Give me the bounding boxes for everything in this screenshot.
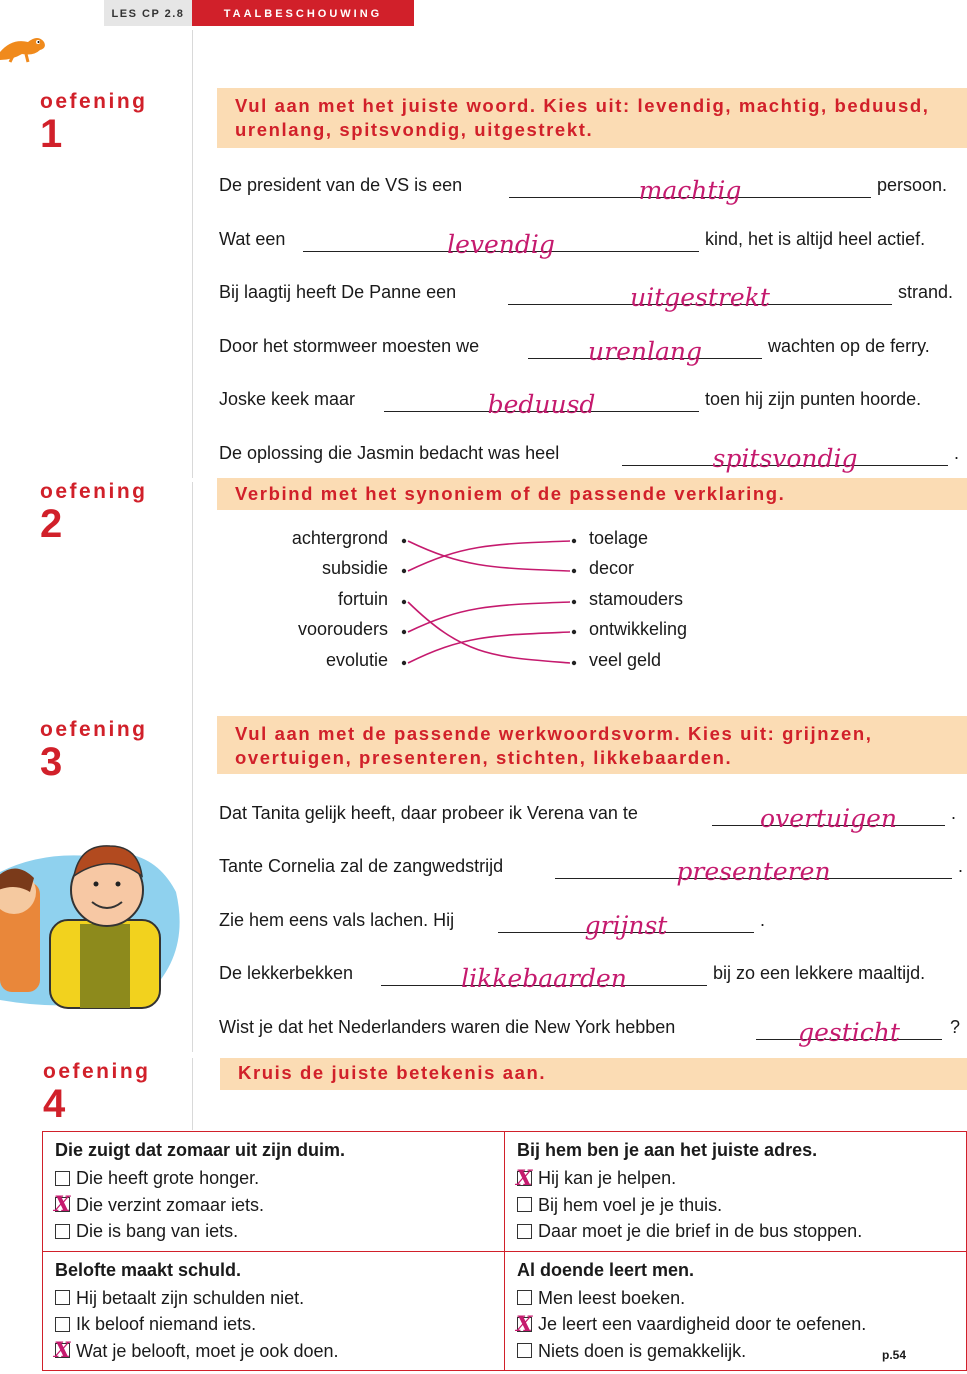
- checked-checkbox[interactable]: [55, 1197, 70, 1212]
- answer-blank[interactable]: [712, 799, 945, 833]
- instruction-box: Vul aan met het juiste woord. Kies uit: levendig, machtig, beduusd, urenlang, spitsvondig, uitgestrekt.: [217, 88, 967, 148]
- sentence-end: strand.: [898, 282, 954, 302]
- sentence-end: ?: [950, 1017, 961, 1037]
- sentence-start: De lekkerbekken: [219, 963, 354, 983]
- answer-option: [55, 1338, 492, 1365]
- answer-option: [517, 1218, 954, 1245]
- answer-blank[interactable]: [555, 852, 952, 886]
- handwritten-answer: grijnst: [584, 911, 668, 940]
- match-line: [408, 602, 570, 632]
- sentence-start: Tante Cornelia zal de zangwedstrijd: [219, 856, 504, 876]
- column-divider: [192, 1058, 193, 1130]
- exercise-number: 4: [43, 1082, 66, 1126]
- handwritten-answer: uitgestrekt: [630, 283, 770, 312]
- exercise-label: oefening: [43, 1060, 151, 1083]
- match-line: [408, 632, 570, 663]
- instruction-box: Verbind met het synoniem of de passende verklaring.: [217, 478, 967, 510]
- match-dot[interactable]: [402, 569, 406, 573]
- question-title: Bij hem ben je aan het juiste adres.: [517, 1140, 818, 1160]
- answer-option: [55, 1285, 492, 1312]
- page-number: p.54: [882, 1348, 907, 1362]
- option-label: Hij kan je helpen.: [538, 1168, 677, 1188]
- checked-checkbox[interactable]: [517, 1171, 532, 1186]
- match-right-term: decor: [589, 558, 635, 578]
- option-label: Die is bang van iets.: [76, 1221, 239, 1241]
- exercise-number: 2: [40, 502, 63, 546]
- sentence-start: Joske keek maar: [219, 389, 356, 409]
- answer-blank[interactable]: [756, 1013, 942, 1047]
- answer-option: [55, 1311, 492, 1338]
- answer-option: [517, 1311, 954, 1338]
- sentence-start: Dat Tanita gelijk heeft, daar probeer ik Verena van te: [219, 803, 638, 823]
- answer-blank[interactable]: [381, 959, 707, 993]
- sentence-start: Wist je dat het Nederlanders waren die New York hebben: [219, 1017, 676, 1037]
- match-dot[interactable]: [572, 539, 576, 543]
- exercise-label: oefening: [40, 480, 148, 503]
- match-right-term: veel geld: [589, 650, 662, 670]
- question-title: Belofte maakt schuld.: [55, 1259, 242, 1280]
- option-label: Ik beloof niemand iets.: [76, 1314, 257, 1334]
- checked-checkbox[interactable]: [55, 1343, 70, 1358]
- checkbox[interactable]: [517, 1197, 532, 1212]
- handwritten-answer: likkebaarden: [461, 964, 627, 993]
- children-illustration: [0, 832, 185, 1012]
- exercise-number: 3: [40, 740, 63, 784]
- match-dot[interactable]: [572, 600, 576, 604]
- question-title: Al doende leert men.: [517, 1259, 695, 1280]
- match-dot[interactable]: [402, 630, 406, 634]
- sentence-start: De oplossing die Jasmin bedacht was heel: [219, 443, 560, 463]
- match-right-term: ontwikkeling: [589, 619, 688, 639]
- answer-option: [55, 1165, 492, 1192]
- sentence-start: Door het stormweer moesten we: [219, 336, 480, 356]
- handwritten-answer: urenlang: [588, 337, 702, 366]
- match-dot[interactable]: [572, 630, 576, 634]
- option-label: Daar moet je die brief in de bus stoppen.: [538, 1221, 863, 1241]
- meaning-grid: [42, 1131, 967, 1371]
- answer-option: [55, 1192, 492, 1219]
- match-right-term: toelage: [589, 528, 649, 548]
- sentence-end: persoon.: [877, 175, 948, 195]
- match-right-term: stamouders: [589, 589, 684, 609]
- handwritten-answer: machtig: [638, 176, 742, 205]
- match-left-term: achtergrond: [291, 528, 388, 548]
- exercise-label: oefening: [40, 90, 148, 113]
- answer-option: [55, 1218, 492, 1245]
- checkbox[interactable]: [55, 1171, 70, 1186]
- option-label: Hij betaalt zijn schulden niet.: [76, 1287, 305, 1308]
- option-label: Die verzint zomaar iets.: [76, 1194, 265, 1215]
- match-dot[interactable]: [572, 569, 576, 573]
- answer-option: [517, 1165, 954, 1192]
- sentence-start: De president van de VS is een: [219, 175, 463, 195]
- exercise-number: 1: [40, 112, 63, 156]
- sentence-end: toen hij zijn punten hoorde.: [705, 389, 922, 409]
- lesson-tag: LES CP 2.8: [104, 0, 192, 26]
- sentence-end: .: [958, 856, 964, 876]
- checkbox[interactable]: [517, 1290, 532, 1305]
- sentence-start: Bij laagtij heeft De Panne een: [219, 282, 457, 302]
- handwritten-answer: overtuigen: [760, 804, 897, 833]
- match-left-term: subsidie: [321, 558, 388, 578]
- sentence-start: Wat een: [219, 229, 286, 249]
- exercise-label: oefening: [40, 718, 148, 741]
- option-label: Bij hem voel je je thuis.: [538, 1194, 723, 1215]
- checkbox[interactable]: [517, 1343, 532, 1358]
- option-label: Men leest boeken.: [538, 1287, 686, 1308]
- section-tag: TAALBESCHOUWING: [192, 0, 414, 26]
- sentence-end: wachten op de ferry.: [768, 336, 930, 356]
- handwritten-answer: levendig: [447, 230, 555, 259]
- handwritten-answer: beduusd: [487, 390, 596, 419]
- checkbox[interactable]: [55, 1224, 70, 1239]
- sentence-start: Zie hem eens vals lachen. Hij: [219, 910, 455, 930]
- answer-blank[interactable]: [498, 906, 754, 940]
- answer-option: [517, 1192, 954, 1219]
- option-label: Die heeft grote honger.: [76, 1168, 260, 1188]
- handwritten-answer: spitsvondig: [712, 444, 858, 473]
- sentence-end: .: [760, 910, 766, 930]
- handwritten-answer: presenteren: [676, 857, 831, 886]
- option-label: Niets doen is gemakkelijk.: [538, 1340, 747, 1361]
- match-left-term: fortuin: [337, 589, 388, 609]
- answer-option: [517, 1285, 954, 1312]
- checkbox[interactable]: [55, 1290, 70, 1305]
- sentence-end: kind, het is altijd heel actief.: [705, 229, 926, 249]
- question-cell: [43, 1132, 505, 1252]
- option-label: Wat je belooft, moet je ook doen.: [76, 1340, 339, 1361]
- sentence-end: .: [951, 803, 957, 823]
- option-label: Je leert een vaardigheid door te oefenen.: [538, 1314, 867, 1334]
- sentence-end: .: [954, 443, 960, 463]
- match-dot[interactable]: [402, 661, 406, 665]
- checkbox[interactable]: [517, 1224, 532, 1239]
- match-dot[interactable]: [402, 539, 406, 543]
- instruction-box: Kruis de juiste betekenis aan.: [220, 1058, 967, 1090]
- checked-checkbox[interactable]: [517, 1317, 532, 1332]
- instruction-box: Vul aan met de passende werkwoordsvorm. Kies uit: grijnzen, overtuigen, presenteren, stichten, likkebaarden.: [217, 716, 967, 774]
- match-left-term: evolutie: [325, 650, 388, 670]
- match-left-term: voorouders: [297, 619, 388, 639]
- handwritten-answer: gesticht: [798, 1018, 900, 1047]
- checkbox[interactable]: [55, 1317, 70, 1332]
- question-cell: [505, 1132, 967, 1252]
- match-dot[interactable]: [402, 600, 406, 604]
- match-dot[interactable]: [572, 661, 576, 665]
- question-cell: [43, 1251, 505, 1371]
- question-title: Die zuigt dat zomaar uit zijn duim.: [55, 1140, 346, 1160]
- sentence-end: bij zo een lekkere maaltijd.: [713, 963, 926, 983]
